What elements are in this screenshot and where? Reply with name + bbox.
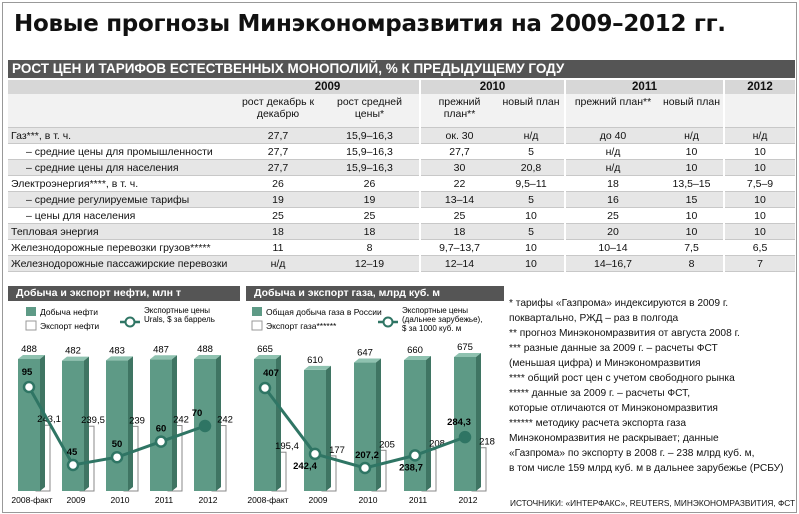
table-cell: 18: [236, 224, 320, 240]
footnote-line: *** разные данные за 2009 г. – расчеты ФСТ: [509, 343, 718, 354]
table-cell: 14–16,7: [565, 256, 660, 272]
footnote-line: **** общий рост цен с учетом свободного рынка: [509, 373, 735, 384]
table-cell: 10: [498, 256, 565, 272]
page-title: Новые прогнозы Минэкономразвития на 2009–2012 гг.: [14, 11, 726, 37]
production-value-label: 487: [153, 344, 169, 356]
table-cell: 10: [660, 208, 724, 224]
price-value-label: 60: [155, 423, 167, 435]
table-cell: 12–14: [420, 256, 498, 272]
table-row: [8, 192, 795, 208]
production-value-label: 488: [197, 344, 213, 355]
price-point: [112, 452, 122, 462]
footnote-line: в том числе 159 млрд куб. м в дальнее зарубежье (РСБУ): [509, 463, 784, 474]
gas-chart-title: Добыча и экспорт газа, млрд куб. м: [246, 286, 504, 301]
column-header-row: [8, 94, 795, 128]
table-cell: 5: [498, 224, 565, 240]
category-label: 2012: [198, 495, 218, 505]
legend-light-swatch: [252, 321, 262, 330]
year-2010: 2010: [420, 80, 565, 94]
table-cell: 26: [236, 176, 320, 192]
category-label: 2011: [408, 495, 428, 505]
table-cell: 10: [660, 224, 724, 240]
table-cell: н/д: [498, 128, 565, 144]
price-value-label: 45: [66, 447, 78, 458]
table-cell: 16: [565, 192, 660, 208]
footnote-line: (меньшая цифра) и Минэкономразвития: [509, 358, 701, 369]
oil-chart: [8, 301, 242, 506]
table-cell: 7,5: [660, 240, 724, 256]
table-cell: 12–19: [320, 256, 420, 272]
table-row: [8, 128, 795, 144]
row-label: Газ***, в т. ч.: [8, 128, 236, 144]
table-cell: 15,9–16,3: [320, 128, 420, 144]
production-bar: [106, 360, 128, 491]
legend-light-label: Экспорт газа******: [266, 321, 337, 331]
table-cell: 15,9–16,3: [320, 160, 420, 176]
oil-chart-title: Добыча и экспорт нефти, млн т: [8, 286, 240, 301]
table-cell: 25: [236, 208, 320, 224]
table-cell: 20: [565, 224, 660, 240]
table-cell: 27,7: [420, 144, 498, 160]
price-point: [200, 421, 210, 431]
column-header: прежний план**: [420, 94, 498, 128]
price-value-label: 238,7: [399, 462, 423, 474]
table-cell: 5: [498, 144, 565, 160]
price-value-label: 242,4: [293, 460, 317, 472]
table-subtitle: РОСТ ЦЕН И ТАРИФОВ ЕСТЕСТВЕННЫХ МОНОПОЛИЙ, % К ПРЕДЫДУЩЕМУ ГОДУ: [8, 60, 795, 78]
export-value-label: 218: [479, 436, 495, 448]
category-label: 2008-факт: [247, 495, 289, 505]
production-bar: [304, 370, 326, 491]
column-header: рост декабрь к декабрю: [236, 94, 320, 128]
price-point: [68, 460, 78, 470]
year-2009: 2009: [236, 80, 420, 94]
table-cell: 7,5–9: [724, 176, 795, 192]
legend-line-marker: [126, 318, 135, 327]
row-label: Тепловая энергия: [8, 224, 236, 240]
category-label: 2009: [66, 495, 86, 505]
production-bar-side: [426, 356, 431, 491]
source-line: ИСТОЧНИКИ: «ИНТЕРФАКС», REUTERS, МИНЭКОНОМРАЗВИТИЯ, ФСТ: [510, 498, 796, 508]
export-value-label: 242: [217, 414, 233, 426]
table-cell: 25: [565, 208, 660, 224]
table-cell: 18: [565, 176, 660, 192]
table-cell: 10: [724, 144, 795, 160]
price-point: [260, 383, 270, 393]
production-value-label: 665: [257, 343, 273, 355]
table-cell: 10: [724, 208, 795, 224]
price-point: [156, 437, 166, 447]
price-point: [410, 450, 420, 460]
legend-dark-swatch: [252, 307, 262, 316]
export-value-label: 208: [429, 438, 445, 450]
footnote-line: «Газпрома» по экспорту в 2008 г. – 238 млрд куб. м,: [509, 448, 755, 459]
production-value-label: 660: [407, 344, 423, 356]
year-2011: 2011: [565, 80, 724, 94]
table-cell: 13–14: [420, 192, 498, 208]
table-cell: ок. 30: [420, 128, 498, 144]
category-label: 2009: [308, 495, 328, 505]
table-cell: н/д: [660, 128, 724, 144]
table-cell: 11: [236, 240, 320, 256]
table-cell: 27,7: [236, 160, 320, 176]
table-cell: 10–14: [565, 240, 660, 256]
category-label: 2010: [358, 495, 378, 505]
table-cell: 27,7: [236, 128, 320, 144]
table-cell: 25: [420, 208, 498, 224]
price-point: [360, 463, 370, 473]
export-value-label: 195,4: [275, 441, 299, 453]
table-cell: н/д: [724, 128, 795, 144]
table-cell: 15,9–16,3: [320, 144, 420, 160]
legend-light-swatch: [26, 321, 36, 330]
year-header-row: [8, 80, 795, 94]
table-cell: 27,7: [236, 144, 320, 160]
footnotes: [509, 296, 793, 476]
legend-line-label: Экспортные цены: [402, 306, 469, 315]
table-row: [8, 208, 795, 224]
footnote-line: поквартально, РЖД – раз в полгода: [509, 313, 679, 324]
table-cell: 7: [724, 256, 795, 272]
price-value-label: 50: [111, 439, 123, 451]
price-value-label: 207,2: [355, 450, 379, 461]
column-header: новый план: [498, 94, 565, 128]
row-label: Железнодорожные перевозки грузов*****: [8, 240, 236, 256]
export-value-label: 243,1: [37, 414, 61, 426]
export-value-label: 239,5: [81, 415, 105, 427]
table-cell: 8: [320, 240, 420, 256]
footnote-line: * тарифы «Газпрома» индексируются в 2009 г.: [509, 298, 729, 309]
row-label: – средние регулируемые тарифы: [8, 192, 236, 208]
table-cell: 20,8: [498, 160, 565, 176]
table-cell: 9,5–11: [498, 176, 565, 192]
footnote-line: Минэкономразвития не раскрывает; данные: [509, 433, 719, 444]
production-bar-side: [476, 353, 481, 491]
row-label: – средние цены для населения: [8, 160, 236, 176]
export-value-label: 242: [173, 414, 189, 426]
price-value-label: 407: [263, 368, 279, 379]
table-cell: н/д: [565, 144, 660, 160]
legend-line-label: Экспортные цены: [144, 306, 211, 315]
column-header: прежний план**: [565, 94, 660, 128]
footnote-line: ***** данные за 2009 г. – расчеты ФСТ,: [509, 388, 691, 399]
production-value-label: 482: [65, 345, 81, 357]
production-value-label: 610: [307, 354, 323, 366]
price-value-label: 95: [21, 367, 33, 378]
column-header: новый план: [660, 94, 724, 128]
table-row: [8, 224, 795, 240]
footnote-line: которые отличаются от Минэкономразвития: [509, 403, 718, 414]
price-value-label: 70: [191, 408, 203, 419]
production-value-label: 488: [21, 344, 37, 355]
legend-dark-label: Общая добыча газа в России: [266, 307, 382, 317]
table-cell: 10: [660, 144, 724, 160]
export-value-label: 239: [129, 415, 145, 427]
table-cell: 9,7–13,7: [420, 240, 498, 256]
table-cell: до 40: [565, 128, 660, 144]
gas-chart: [246, 301, 504, 506]
table-row: [8, 144, 795, 160]
table-row: [8, 176, 795, 192]
table-cell: 18: [320, 224, 420, 240]
production-bar-side: [326, 366, 331, 491]
footnote-line: ****** методику расчета экспорта газа: [509, 418, 686, 429]
production-value-label: 675: [457, 342, 473, 353]
table-cell: 5: [498, 192, 565, 208]
price-point: [310, 449, 320, 459]
table-cell: 8: [660, 256, 724, 272]
table-cell: 26: [320, 176, 420, 192]
legend-line-label: (дальнее зарубежье),: [402, 315, 483, 324]
table-body: [8, 128, 795, 272]
export-value-label: 205: [379, 439, 395, 451]
row-label: – средние цены для промышленности: [8, 144, 236, 160]
table-cell: 30: [420, 160, 498, 176]
legend-line-label: Urals, $ за баррель: [144, 315, 215, 324]
table-cell: 10: [498, 240, 565, 256]
table-cell: 10: [660, 160, 724, 176]
category-label: 2012: [458, 495, 478, 505]
table-cell: н/д: [565, 160, 660, 176]
table-cell: 15: [660, 192, 724, 208]
price-point: [460, 432, 470, 442]
category-label: 2010: [110, 495, 130, 505]
production-bar-side: [376, 359, 381, 491]
production-value-label: 483: [109, 345, 125, 357]
legend-light-label: Экспорт нефти: [40, 321, 100, 331]
table-cell: 18: [420, 224, 498, 240]
footnote-line: ** прогноз Минэкономразвития от августа 2008 г.: [509, 328, 740, 339]
table-cell: 22: [420, 176, 498, 192]
table-cell: 19: [320, 192, 420, 208]
table-cell: 10: [498, 208, 565, 224]
table-row: [8, 256, 795, 272]
legend-dark-label: Добыча нефти: [40, 307, 98, 317]
table-cell: 13,5–15: [660, 176, 724, 192]
row-label: – цены для населения: [8, 208, 236, 224]
table-row: [8, 160, 795, 176]
legend-dark-swatch: [26, 307, 36, 316]
column-header: рост средней цены*: [320, 94, 420, 128]
price-point: [24, 382, 34, 392]
year-2012: 2012: [724, 80, 795, 94]
table-cell: н/д: [236, 256, 320, 272]
row-label: Железнодорожные пассажирские перевозки: [8, 256, 236, 272]
table-cell: 10: [724, 192, 795, 208]
tariff-table: [8, 80, 795, 272]
table-cell: 19: [236, 192, 320, 208]
price-value-label: 284,3: [447, 417, 471, 429]
legend-line-label: $ за 1000 куб. м: [402, 324, 462, 333]
legend-line-marker: [384, 318, 393, 327]
table-cell: 25: [320, 208, 420, 224]
category-label: 2011: [154, 495, 174, 505]
category-label: 2008-факт: [11, 495, 53, 505]
table-cell: 6,5: [724, 240, 795, 256]
production-value-label: 647: [357, 347, 373, 359]
table-row: [8, 240, 795, 256]
table-cell: 10: [724, 224, 795, 240]
table-cell: 10: [724, 160, 795, 176]
row-label: Электроэнергия****, в т. ч.: [8, 176, 236, 192]
export-value-label: 177: [329, 444, 345, 456]
